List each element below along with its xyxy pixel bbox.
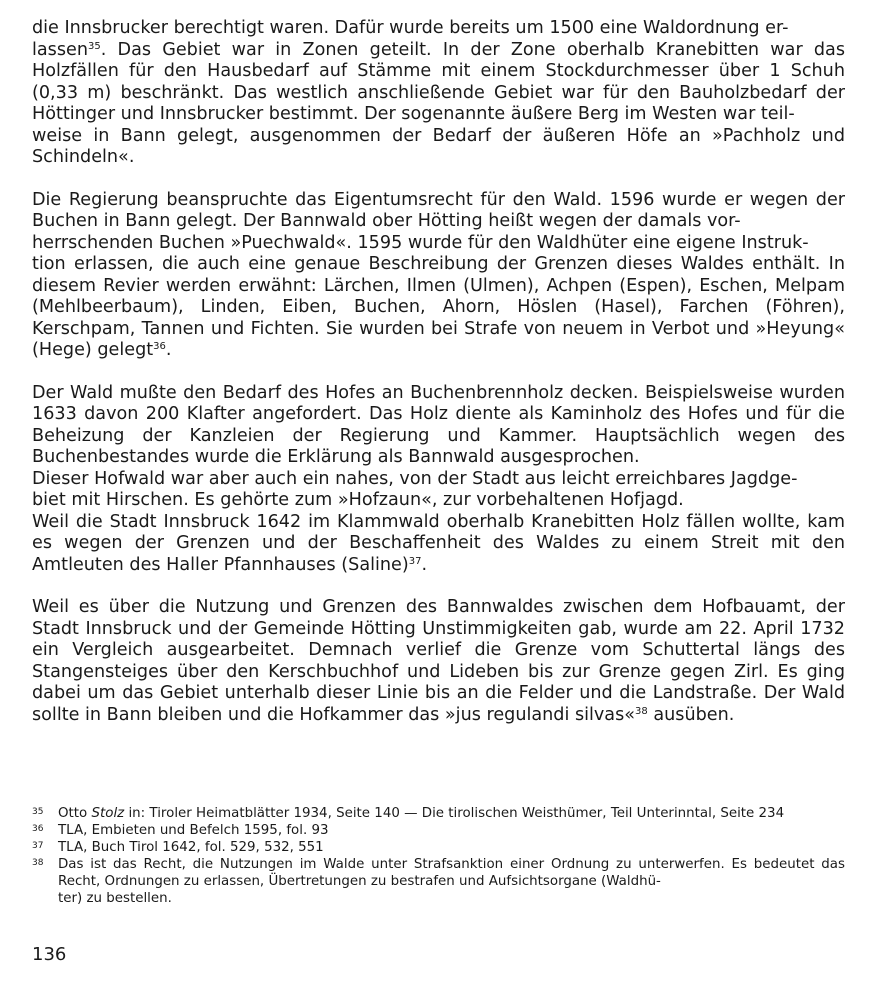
paragraph-gap — [32, 362, 845, 383]
footnote-37 — [32, 839, 845, 856]
footnote-number: 35 — [32, 807, 44, 817]
body-text — [32, 18, 845, 726]
paragraph-4: Dieser Hofwald war aber auch ein nahes, von der Stadt aus leicht erreichbares Jagdge- biet mit Hirschen. Es gehörte zum »Hofzaun«, zur vorbehaltenen Hofjagd. — [32, 468, 798, 510]
footnote-text: TLA, Embieten und Befelch 1595, fol. 93 — [58, 823, 329, 838]
footnote-36 — [32, 822, 845, 839]
paragraph-3: Der Wald mußte den Bedarf des Hofes an Buchenbrennholz decken. Beispielsweise wurden 1633 davon 200 Klafter angefordert. Das Holz diente als Kaminholz des Hofes und für die Beheizung der Kanzleien der Regierung und Kammer. Hauptsächlich wegen des Buchenbestandes wurde die Erklärung als Bannwald ausgesprochen. — [32, 382, 845, 467]
page-number: 136 — [32, 944, 67, 965]
footnote-35 — [32, 805, 845, 822]
footnote-number: 36 — [32, 824, 44, 834]
footnote-number: 37 — [32, 841, 44, 851]
paragraph-2: Die Regierung beanspruchte das Eigentumsrecht für den Wald. 1596 wurde er wegen der Buchen in Bann gelegt. Der Bannwald ober Hötting heißt wegen der damals vor- herrschenden Buchen »Puechwald«. 1595 wurde für den Waldhüter eine eigene Instruk- tion erlassen, die auch eine genaue Beschreibung der Grenzen dieses Waldes enthält. In diesem Revier werden erwähnt: Lärchen, Ilmen (Ulmen), Achpen (Espen), Eschen, Melpam (Mehlbeerbaum), Linden, Eiben, Buchen, Ahorn, Höslen (Hasel), Farchen (Föhren), Kerschpam, Tannen und Fichten. Sie wurden bei Strafe von neuem in Verbot und »Heyung« (Hege) gelegt$^{36}$. — [32, 189, 845, 360]
paragraph-gap — [32, 576, 845, 597]
paragraph-6: Weil es über die Nutzung und Grenzen des Bannwaldes zwischen dem Hofbauamt, der Stadt Innsbruck und der Gemeinde Hötting Unstimmigkeiten gab, wurde am 22. April 1732 ein Vergleich ausgearbeitet. Demnach verlief die Grenze vom Schuttertal längs des Stangensteiges über den Kerschbuchhof und Lideben bis zur Grenze gegen Zirl. Es ging dabei um das Gebiet unterhalb dieser Linie bis an die Felder und die Landstraße. Der Wald sollte in Bann bleiben und die Hofkammer das »jus regulandi silvas«$^{38}$ ausüben. — [32, 597, 845, 725]
paragraph-1: die Innsbrucker berechtigt waren. Dafür wurde bereits um 1500 eine Waldordnung er- lassen$^{35}$. Das Gebiet war in Zonen geteilt. In der Zone oberhalb Kranebitten war das Holzfällen für den Hausbedarf auf Stämme mit einem Stockdurchmesser über 1 Schuh (0,33 m) beschränkt. Das westlich anschließende Gebiet war für den Bauholzbedarf der Höttinger und Innsbrucker bestimmt. Der sogenannte äußere Berg im Westen war teil- weise in Bann gelegt, ausgenommen der Bedarf der äußeren Höfe an »Pachholz und Schindeln«. — [32, 18, 845, 167]
paragraph-5: Weil die Stadt Innsbruck 1642 im Klammwald oberhalb Kranebitten Holz fällen wollte, kam es wegen der Grenzen und der Beschaffenheit des Waldes zu einem Streit mit den Amtleuten des Haller Pfannhauses (Saline)$^{37}$. — [32, 511, 845, 575]
footnote-text: Das ist das Recht, die Nutzungen im Walde unter Strafsanktion einer Ordnung zu unterwerfen. Es bedeutet das Recht, Ordnungen zu erlassen, Übertretungen zu bestrafen und Aufsichtsorgane (Waldhü- ter) zu bestellen. — [58, 857, 845, 906]
footnote-number: 38 — [32, 858, 44, 868]
footnote-text: Otto Stolz in: Tiroler Heimatblätter 1934, Seite 140 — Die tirolischen Weisthümer, Teil Unterinntal, Seite 234 — [58, 806, 785, 821]
paragraph-gap — [32, 169, 845, 190]
footnote-text: TLA, Buch Tirol 1642, fol. 529, 532, 551 — [58, 840, 324, 855]
footnotes — [32, 805, 845, 907]
footnote-38 — [32, 856, 845, 907]
